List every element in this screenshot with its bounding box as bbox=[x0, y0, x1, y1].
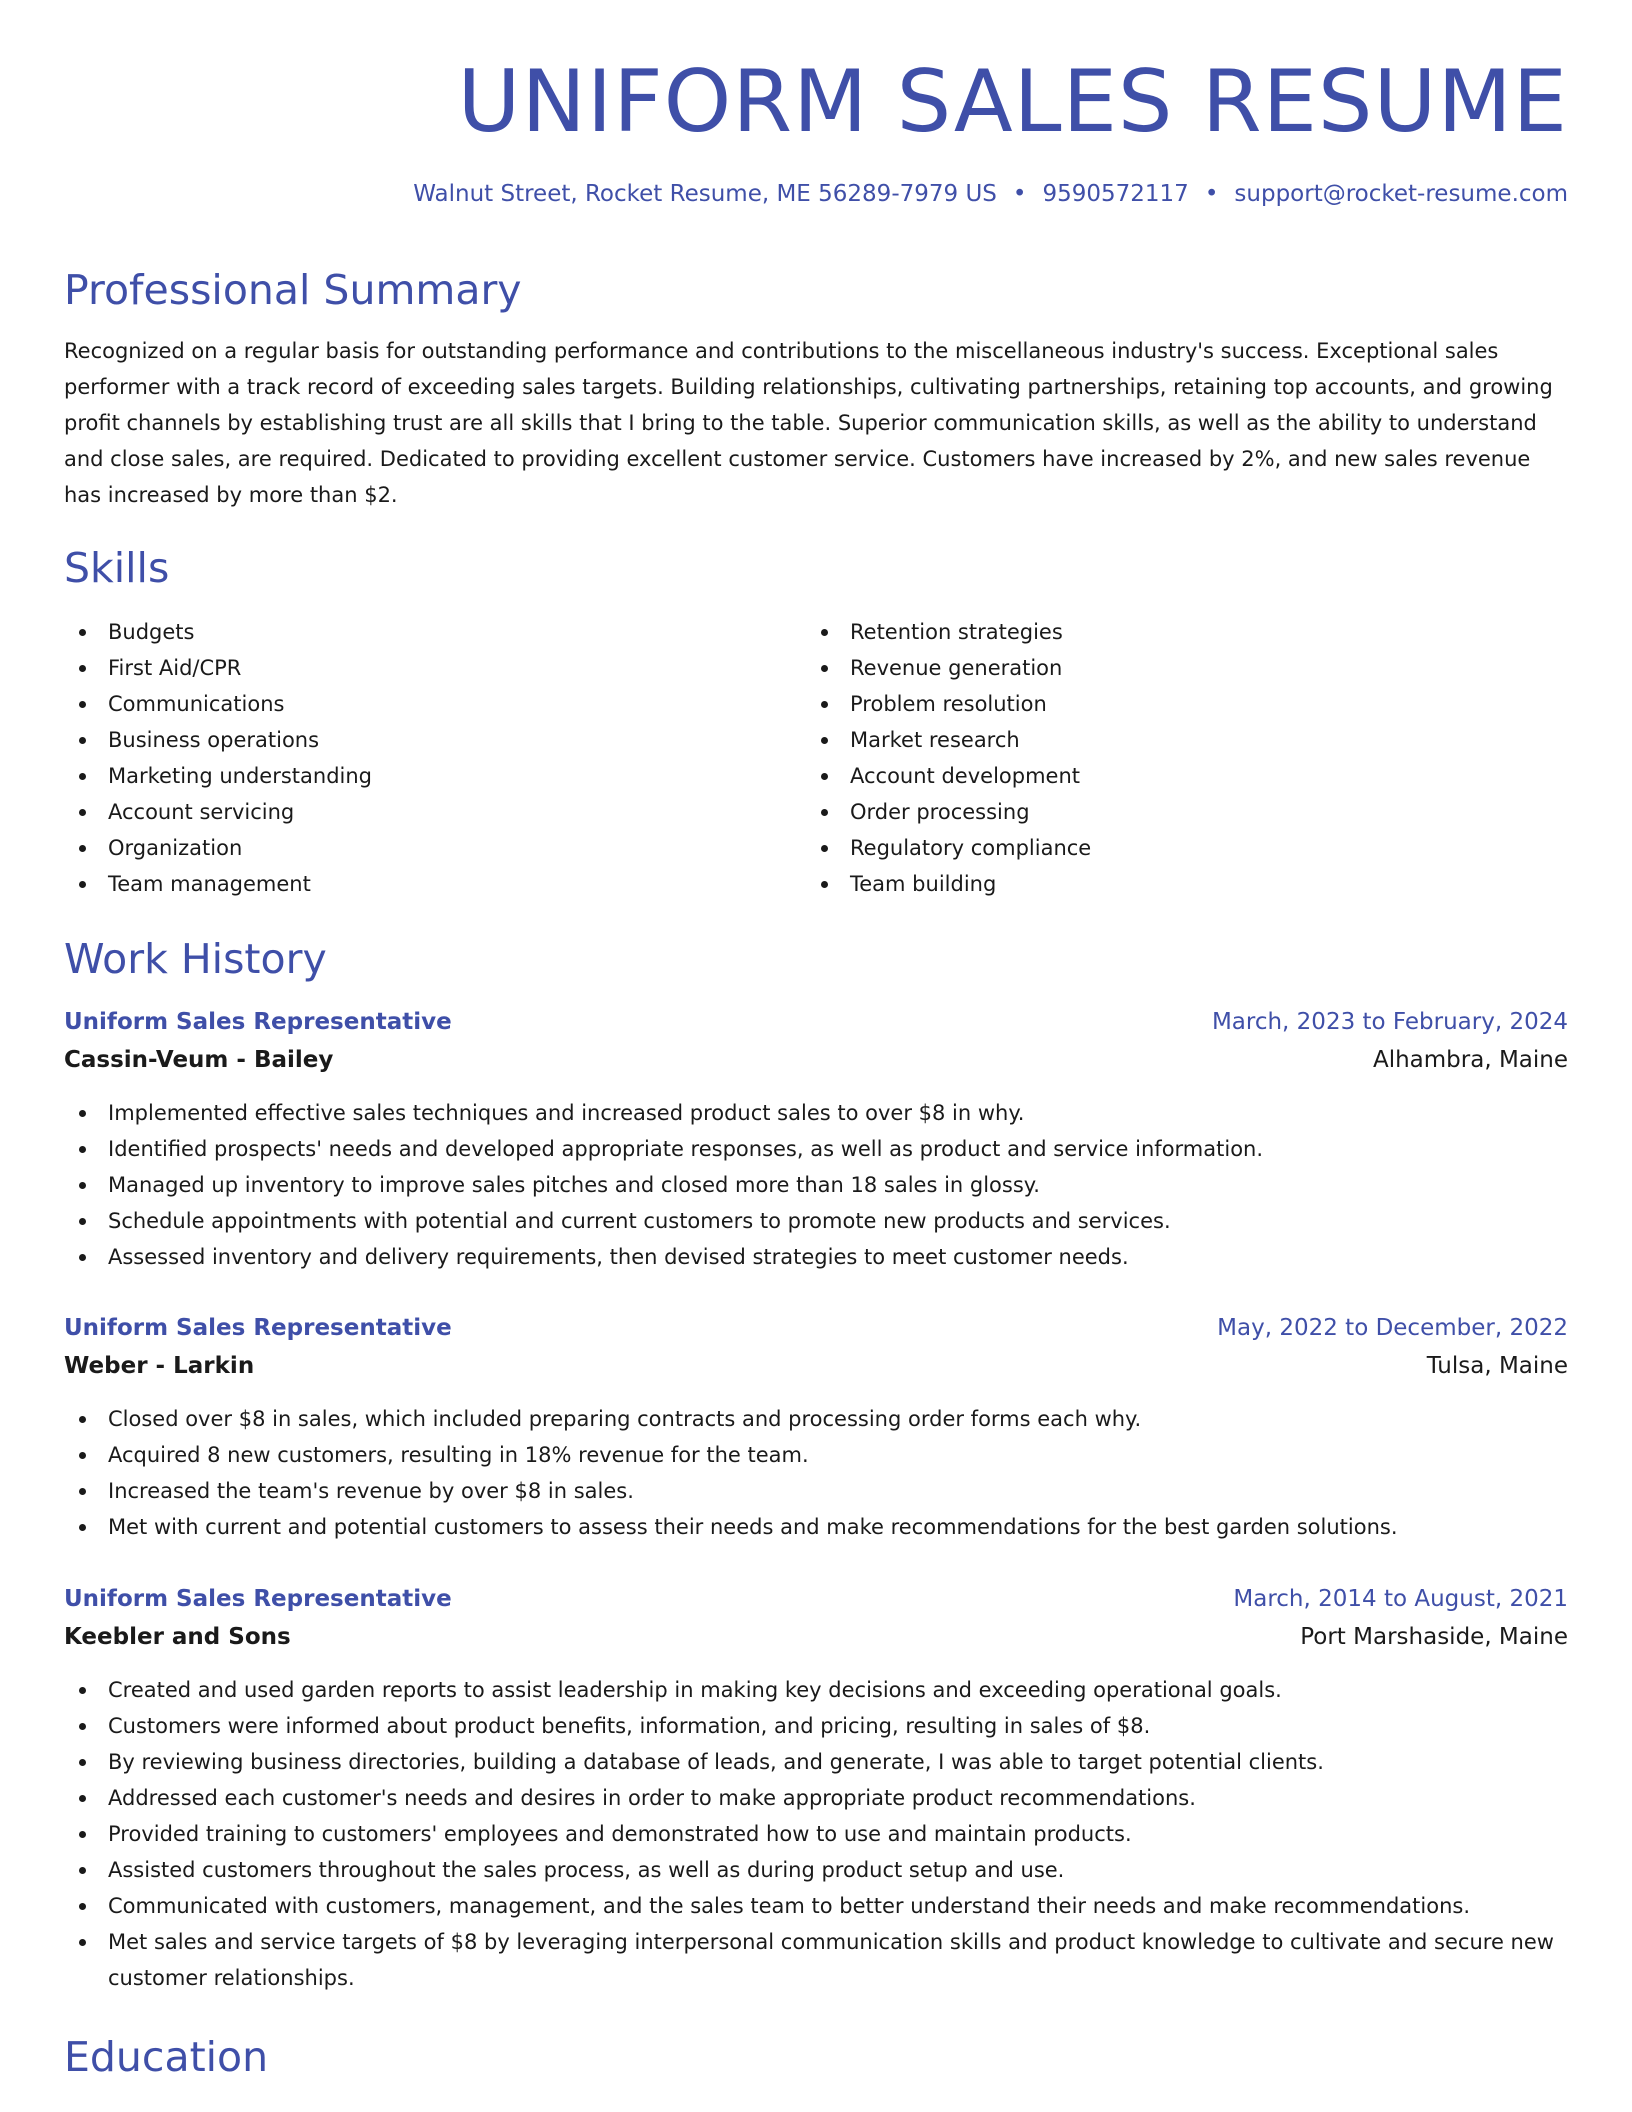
job-bullet: Met with current and potential customers to assess their needs and make recommendations for the best garden solutions. bbox=[64, 1509, 1568, 1545]
job-bullet: Communicated with customers, management, and the sales team to better understand their needs and make recommendations. bbox=[64, 1888, 1568, 1924]
summary-heading: Professional Summary bbox=[64, 266, 522, 314]
skill-item: Market research bbox=[806, 722, 1548, 758]
resume-header bbox=[64, 0, 1568, 152]
education-heading: Education bbox=[64, 2033, 269, 2081]
skill-item: Business operations bbox=[64, 722, 806, 758]
summary-text: Recognized on a regular basis for outstanding performance and contributions to the miscellaneous industry's success. Exceptional sales performer with a track record of exceeding sales targets. Building relationships, cultivating partnerships, retaining top accounts, and growing profit channels by establishing trust are all skills that I bring to the table. Superior communication skills, as well as the ability to understand and close sales, are required. Dedicated to providing excellent customer service. Customers have increased by 2%, and new sales revenue has increased by more than $2. bbox=[64, 339, 1553, 507]
job-entry bbox=[64, 1309, 1568, 1545]
job-title: Uniform Sales Representative bbox=[64, 1009, 452, 1035]
job-dates: March, 2023 to February, 2024 bbox=[1211, 1009, 1568, 1035]
skill-item: Marketing understanding bbox=[64, 758, 806, 794]
skill-item: Problem resolution bbox=[806, 686, 1548, 722]
job-bullet: Customers were informed about product benefits, information, and pricing, resulting in sales of $8. bbox=[64, 1708, 1568, 1744]
job-bullet: Acquired 8 new customers, resulting in 18% revenue for the team. bbox=[64, 1437, 1568, 1473]
job-entry bbox=[64, 1003, 1568, 1275]
job-bullets bbox=[64, 1401, 1568, 1545]
job-company: Weber - Larkin bbox=[64, 1353, 255, 1379]
skill-item: Retention strategies bbox=[806, 614, 1548, 650]
contact-separator: • bbox=[1012, 181, 1027, 207]
job-location: Tulsa, Maine bbox=[1426, 1353, 1568, 1379]
contact-address: Walnut Street, Rocket Resume, ME 56289-7979 US bbox=[413, 181, 997, 207]
job-bullet: Identified prospects' needs and developed appropriate responses, as well as product and service information. bbox=[64, 1131, 1568, 1167]
job-company: Keebler and Sons bbox=[64, 1624, 291, 1650]
job-dates: May, 2022 to December, 2022 bbox=[1217, 1315, 1568, 1341]
job-bullets bbox=[64, 1095, 1568, 1275]
skill-item: Account servicing bbox=[64, 794, 806, 830]
contact-separator: • bbox=[1204, 181, 1219, 207]
job-bullet: Provided training to customers' employees and demonstrated how to use and maintain products. bbox=[64, 1816, 1568, 1852]
skill-item: First Aid/CPR bbox=[64, 650, 806, 686]
job-entry bbox=[64, 1580, 1568, 1996]
skill-item: Organization bbox=[64, 830, 806, 866]
contact-phone: 9590572117 bbox=[1042, 181, 1189, 207]
skills-column-right bbox=[806, 614, 1548, 902]
job-title: Uniform Sales Representative bbox=[64, 1586, 452, 1612]
job-bullet: Assessed inventory and delivery requirements, then devised strategies to meet customer needs. bbox=[64, 1239, 1568, 1275]
job-bullet: Closed over $8 in sales, which included preparing contracts and processing order forms each why. bbox=[64, 1401, 1568, 1437]
job-dates: March, 2014 to August, 2021 bbox=[1233, 1586, 1568, 1612]
job-bullet: Schedule appointments with potential and current customers to promote new products and services. bbox=[64, 1203, 1568, 1239]
job-bullets bbox=[64, 1672, 1568, 1996]
job-bullet: Assisted customers throughout the sales process, as well as during product setup and use. bbox=[64, 1852, 1568, 1888]
skill-item: Order processing bbox=[806, 794, 1548, 830]
job-bullet: Increased the team's revenue by over $8 in sales. bbox=[64, 1473, 1568, 1509]
skill-item: Regulatory compliance bbox=[806, 830, 1548, 866]
job-bullet: Met sales and service targets of $8 by leveraging interpersonal communication skills and product knowledge to cultivate and secure new customer relationships. bbox=[64, 1924, 1568, 1996]
job-title: Uniform Sales Representative bbox=[64, 1315, 452, 1341]
job-bullet: Addressed each customer's needs and desires in order to make appropriate product recommendations. bbox=[64, 1780, 1568, 1816]
work-history-heading: Work History bbox=[64, 935, 327, 983]
skill-item: Account development bbox=[806, 758, 1548, 794]
skills-column-left bbox=[64, 614, 806, 902]
job-bullet: Managed up inventory to improve sales pitches and closed more than 18 sales in glossy. bbox=[64, 1167, 1568, 1203]
skill-item: Communications bbox=[64, 686, 806, 722]
contact-email[interactable]: support@rocket-resume.com bbox=[1234, 181, 1568, 207]
skill-item: Budgets bbox=[64, 614, 806, 650]
job-location: Alhambra, Maine bbox=[1372, 1047, 1568, 1073]
job-bullet: Created and used garden reports to assist leadership in making key decisions and exceeding operational goals. bbox=[64, 1672, 1568, 1708]
skill-item: Team building bbox=[806, 866, 1548, 902]
skill-item: Team management bbox=[64, 866, 806, 902]
contact-line bbox=[413, 181, 1568, 207]
job-company: Cassin-Veum - Bailey bbox=[64, 1047, 334, 1073]
job-location: Port Marshaside, Maine bbox=[1300, 1624, 1568, 1650]
job-bullet: By reviewing business directories, building a database of leads, and generate, I was able to target potential clients. bbox=[64, 1744, 1568, 1780]
skill-item: Revenue generation bbox=[806, 650, 1548, 686]
job-bullet: Implemented effective sales techniques and increased product sales to over $8 in why. bbox=[64, 1095, 1568, 1131]
skills-heading: Skills bbox=[64, 544, 170, 592]
resume-title: UNIFORM SALES RESUME bbox=[457, 52, 1568, 152]
skills-grid bbox=[64, 614, 1568, 902]
